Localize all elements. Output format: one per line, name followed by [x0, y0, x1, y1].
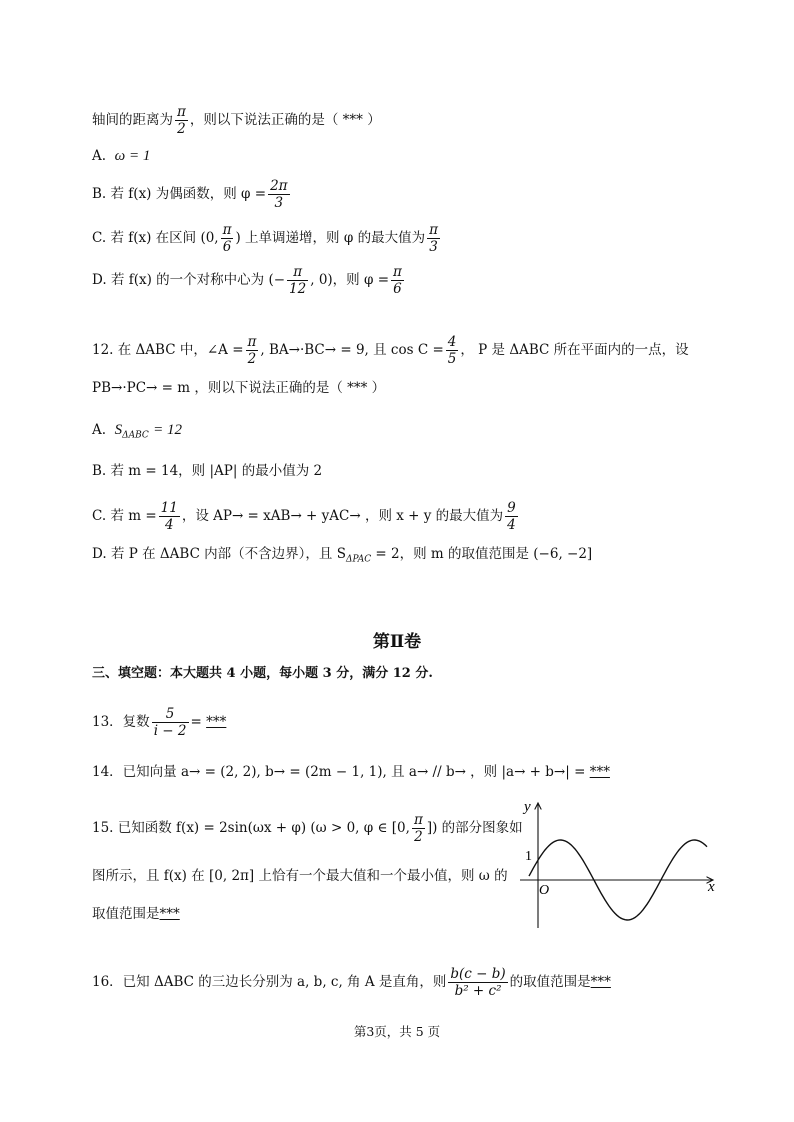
- q11-stem-text: 轴间的距离为: [92, 112, 173, 128]
- fraction-denominator: b² + c²: [454, 983, 502, 999]
- option-label: C.: [92, 508, 107, 524]
- q13-equals: =: [190, 714, 202, 730]
- fraction-denominator: i − 2: [153, 723, 187, 739]
- fraction-numerator: 5: [152, 706, 189, 723]
- q12-option-b: [92, 461, 322, 481]
- q12-stem-text: 12. 在 ΔABC 中，∠A =: [92, 342, 244, 358]
- answer-blank: ***: [590, 974, 611, 990]
- q15-text-end: ]) 的部分图象如: [426, 820, 523, 836]
- option-fraction: [268, 178, 289, 211]
- fraction-denominator: 4: [507, 517, 516, 533]
- answer-blank: ***: [589, 764, 610, 780]
- q16-text-end: 的取值范围是: [509, 974, 591, 990]
- q14: [92, 762, 610, 782]
- option-label: D.: [92, 546, 107, 562]
- fraction-denominator: 12: [289, 281, 307, 297]
- q13: [92, 706, 226, 739]
- option-fraction: [287, 264, 308, 297]
- fraction-numerator: π: [222, 222, 232, 238]
- q13-fraction: [152, 706, 189, 739]
- option-fraction: [221, 222, 234, 255]
- option-text: 若 f(x) 的一个对称中心为 (−: [110, 272, 286, 288]
- fraction-denominator: 2: [247, 351, 257, 367]
- y-tick-label: 1: [525, 849, 532, 864]
- fraction-numerator: 11: [160, 500, 178, 516]
- q11-option-a: [92, 146, 150, 166]
- option-fraction-2: [427, 222, 440, 255]
- option-label: B.: [92, 186, 107, 202]
- q15-text: 15. 已知函数 f(x) = 2sin(ωx + φ) (ω > 0, φ ∈ [0,: [92, 820, 410, 836]
- q15-line3: [92, 904, 180, 924]
- fraction-numerator: b(c − b): [450, 966, 506, 982]
- fraction-numerator: 4: [447, 334, 457, 350]
- option-text-mid: ，设 AP→ = xAB→ + yAC→ ，则 x + y 的最大值为: [181, 508, 504, 524]
- section-heading: 三、填空题：本大题共 4 小题，每小题 3 分，满分 12 分.: [92, 666, 433, 681]
- fraction-numerator: π: [287, 264, 308, 281]
- answer-blank: ***: [159, 906, 180, 922]
- option-fraction: [159, 500, 180, 533]
- q11-fraction: [175, 104, 188, 137]
- option-text: 若 f(x) 在区间 (0,: [110, 230, 219, 246]
- fraction-denominator: 3: [429, 239, 438, 255]
- q11-stem-continuation: [92, 104, 381, 137]
- q15-fraction: [412, 812, 425, 845]
- option-expression: S: [114, 422, 123, 438]
- q13-text: 13．复数: [92, 714, 150, 730]
- q15-line1: [92, 812, 523, 845]
- option-label: D.: [92, 272, 107, 288]
- q12-stem-end: ， P 是 ΔABC 所在平面内的一点，设: [460, 342, 689, 358]
- q11-stem-text-end: ，则以下说法正确的是（ *** ）: [189, 112, 381, 128]
- option-label: B.: [92, 463, 107, 479]
- q12-option-c: [92, 500, 520, 533]
- q12-fraction: [246, 334, 259, 367]
- fraction-denominator: 6: [393, 281, 402, 297]
- option-text: 若 P 在 ΔABC 内部（不含边界），且 S: [110, 546, 346, 562]
- fraction-denominator: 3: [274, 195, 284, 211]
- q12-option-a: [92, 420, 182, 446]
- q15-line2: 图所示，且 f(x) 在 [0, 2π] 上恰有一个最大值和一个最小值，则 ω 的: [92, 868, 508, 884]
- q11-option-c: [92, 222, 442, 255]
- q15-text: 取值范围是: [92, 906, 160, 922]
- page-footer: 第3页，共 5 页: [353, 1024, 441, 1039]
- q12-stem-line2: PB→·PC→ = m ，则以下说法正确的是（ *** ）: [92, 380, 386, 396]
- option-text-mid: , 0)，则 φ =: [310, 272, 390, 288]
- q11-option-d: [92, 264, 406, 297]
- answer-blank: ***: [206, 714, 227, 730]
- option-label: C.: [92, 230, 107, 246]
- fraction-numerator: π: [177, 104, 186, 120]
- option-text: 若 f(x) 为偶函数，则 φ =: [110, 186, 267, 202]
- option-subscript: ΔABC: [122, 430, 149, 441]
- q16-fraction: [448, 966, 507, 999]
- fraction-denominator: 6: [222, 239, 232, 255]
- fraction-numerator: 2π: [270, 178, 288, 194]
- option-subscript: ΔPAC: [345, 554, 372, 565]
- fraction-denominator: 2: [177, 121, 186, 137]
- option-text-end: = 2，则 m 的取值范围是 (−6, −2]: [375, 546, 593, 562]
- fraction-numerator: π: [429, 222, 438, 238]
- q11-option-b: [92, 178, 292, 211]
- q16-text: 16．已知 ΔABC 的三边长分别为 a, b, c, 角 A 是直角，则: [92, 974, 447, 990]
- x-axis-label: x: [708, 879, 715, 895]
- part-title: 第Ⅱ卷: [372, 632, 422, 652]
- option-fraction-2: [391, 264, 404, 297]
- origin-label: O: [539, 883, 550, 898]
- q14-text: 14．已知向量 a→ = (2, 2), b→ = (2m − 1, 1), 且 a→ // b→ ，则 |a→ + b→| =: [92, 764, 586, 780]
- fraction-denominator: 4: [164, 517, 174, 533]
- fraction-numerator: π: [413, 812, 423, 828]
- y-axis-label: y: [524, 799, 531, 815]
- option-label: A.: [92, 422, 107, 438]
- fraction-numerator: 9: [507, 500, 516, 516]
- fraction-numerator: π: [393, 264, 402, 280]
- fraction-denominator: 5: [447, 351, 457, 367]
- q12-fraction-2: [446, 334, 459, 367]
- fraction-denominator: 2: [414, 829, 423, 845]
- option-text-mid: ) 上单调递增，则 φ 的最大值为: [235, 230, 426, 246]
- fraction-numerator: π: [247, 334, 257, 350]
- q15-function-graph: [515, 798, 725, 933]
- option-fraction-2: [505, 500, 518, 533]
- option-text: 若 m =: [110, 508, 157, 524]
- q12-stem-mid: , BA→·BC→ = 9, 且 cos C =: [260, 342, 444, 358]
- option-text: 若 m = 14，则 |AP| 的最小值为 2: [110, 463, 323, 479]
- q12-stem: [92, 334, 689, 367]
- option-label: A.: [92, 148, 107, 164]
- q12-option-d: [92, 544, 592, 570]
- q16: [92, 966, 611, 999]
- option-expression-rest: = 12: [153, 422, 182, 438]
- option-expression: ω = 1: [114, 148, 151, 164]
